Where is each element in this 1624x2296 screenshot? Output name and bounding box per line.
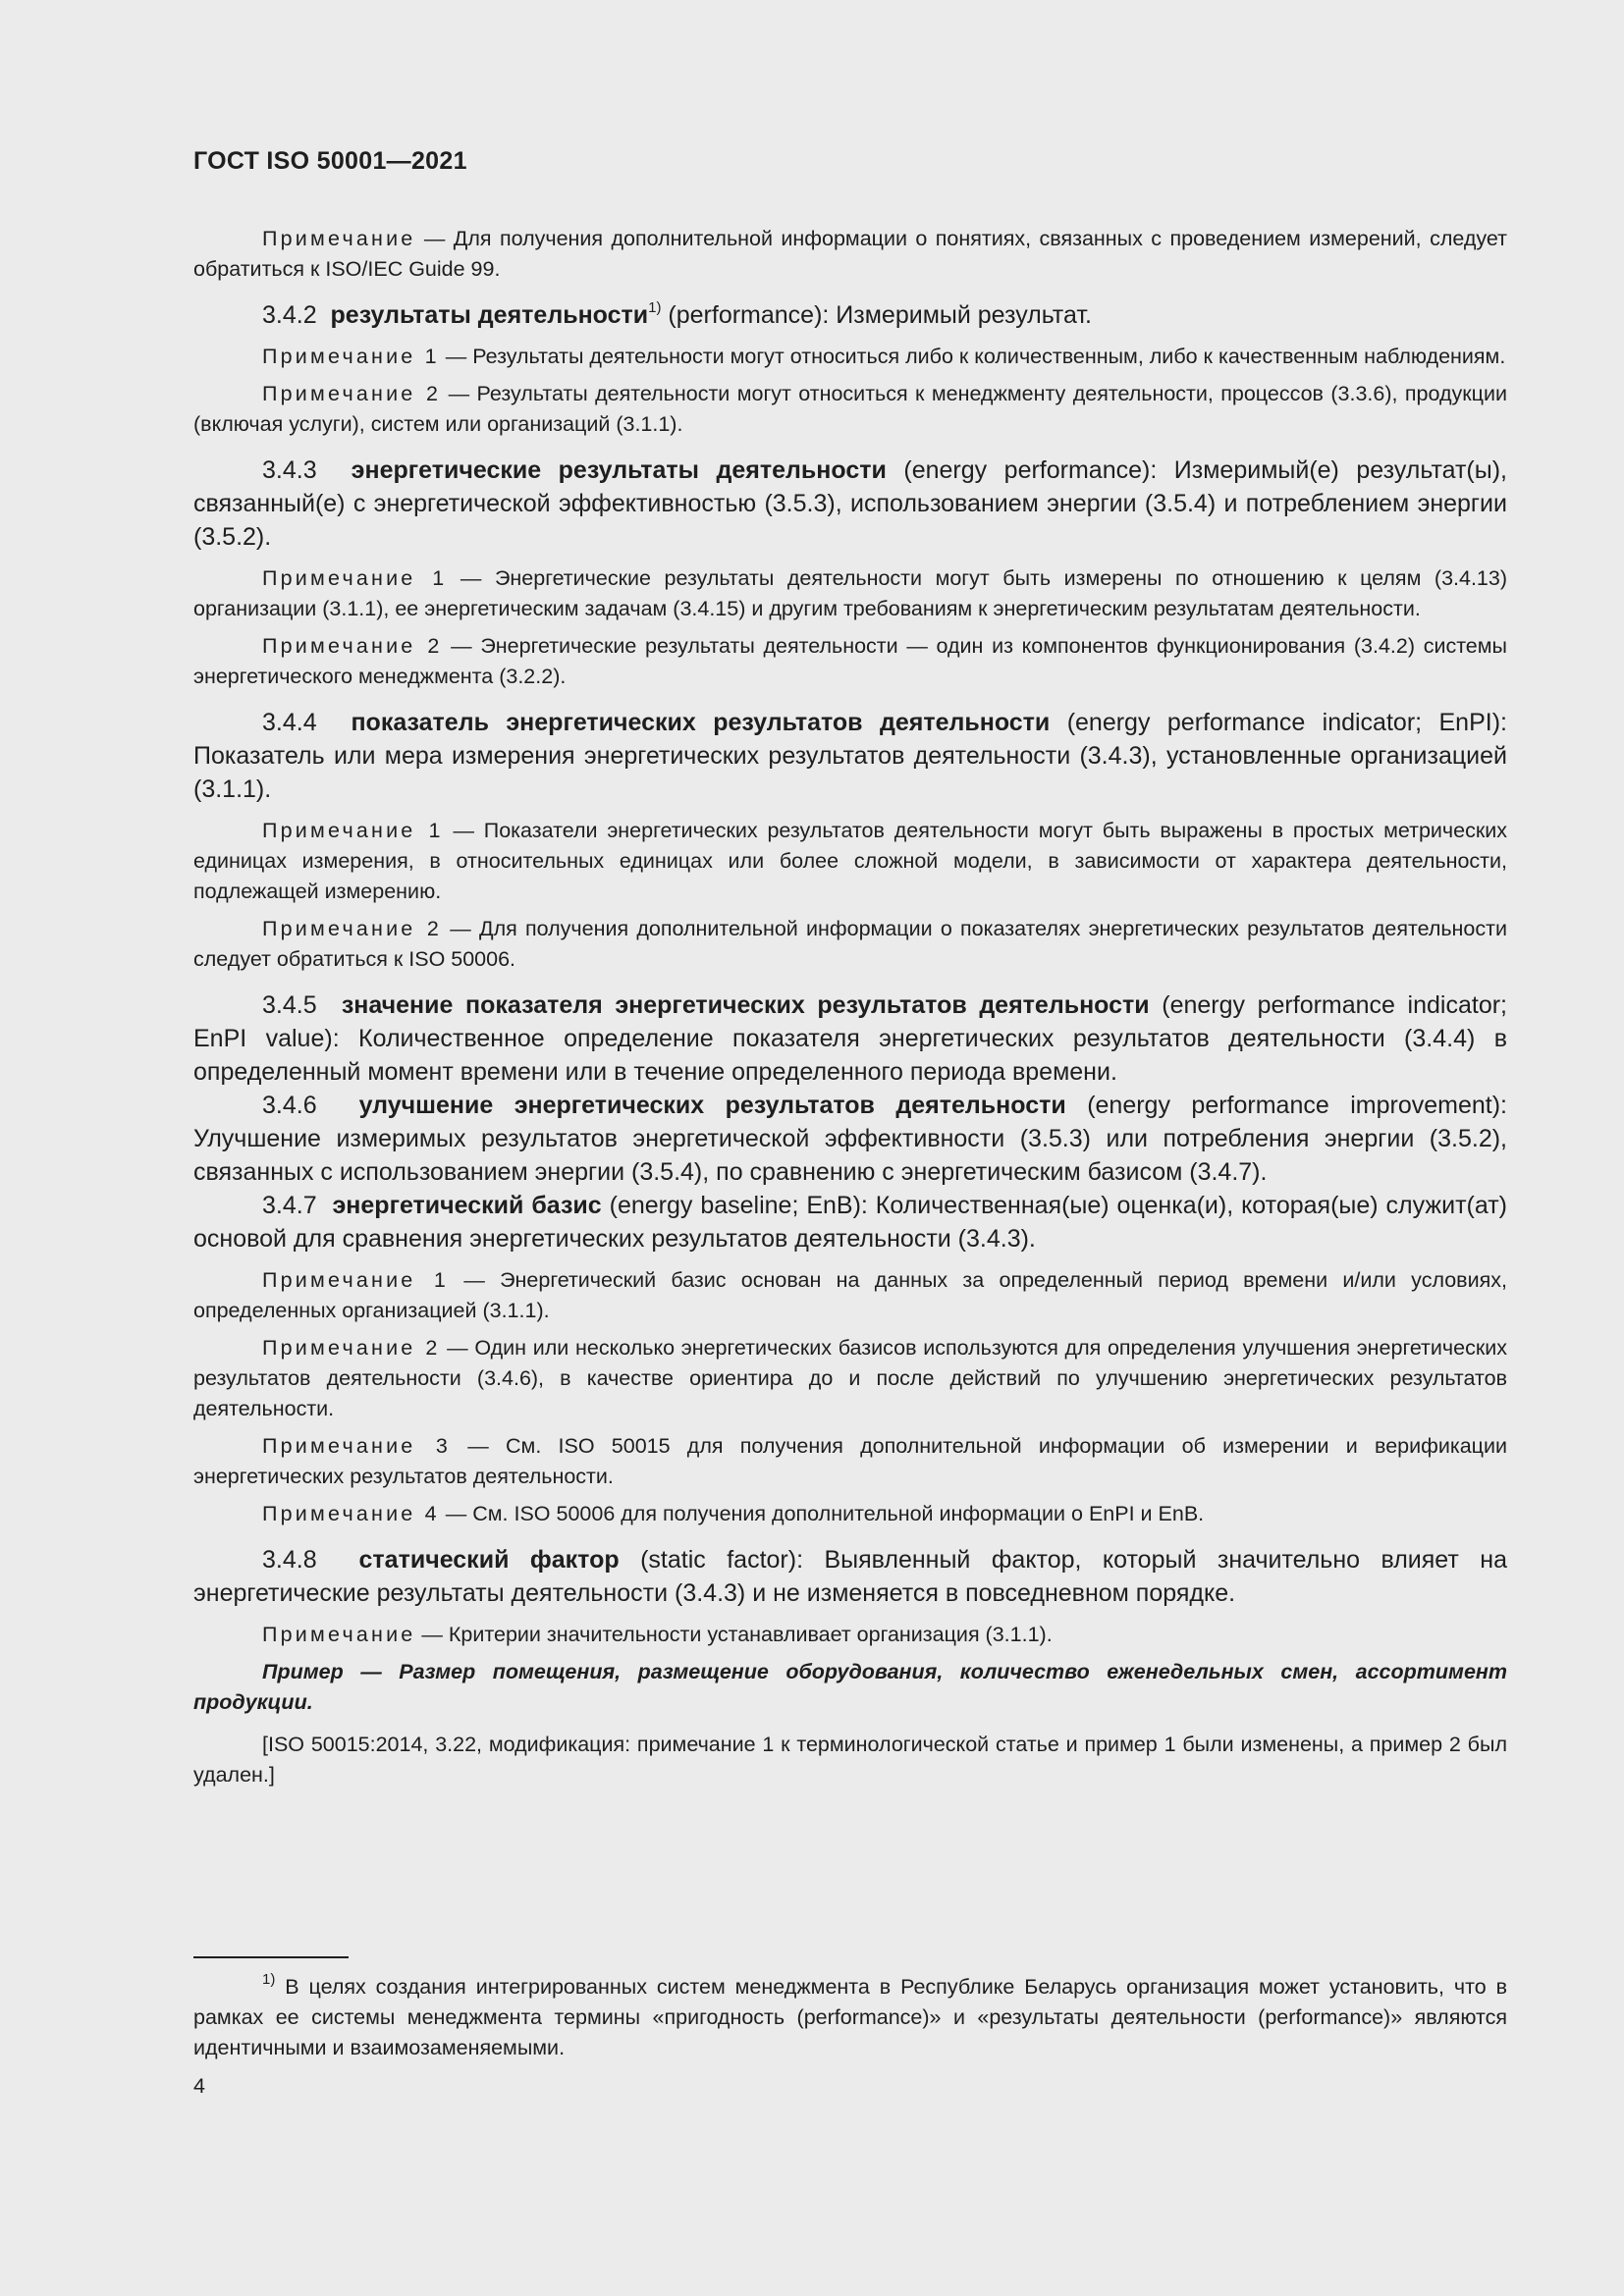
footnote-separator [193,1956,349,1958]
term-name: энергетический базис [332,1192,602,1219]
note-text: — См. ISO 50015 для получения дополнительной информации об измерении и верификации энергетических результатов деятельности. [193,1434,1507,1488]
term-name: показатель энергетических результатов деятельности [351,709,1051,736]
note-text: — Один или несколько энергетических базисов используются для определения улучшения энергетических результатов деятельности (3.4.6), в качестве ориентира до и после действий по улучшению энергетических результатов деятельности. [193,1336,1507,1420]
term-name: значение показателя энергетических результатов деятельности [341,991,1150,1019]
term-entry-3-4-6 [193,1089,1507,1189]
term-number: 3.4.3 [262,456,317,484]
term-entry-3-4-7 [193,1189,1507,1255]
term-definition: (static factor): Выявленный фактор, который значительно влияет на энергетические результаты деятельности (3.4.3) и не изменяется в повседневном порядке. [193,1546,1507,1607]
note-label: Примечание 1 [262,566,448,590]
note-label: Примечание [262,1623,416,1646]
note-label: Примечание 2 [262,634,443,658]
term-entry-3-4-3 [193,454,1507,554]
note [193,224,1507,285]
note-label: Примечание 4 [262,1502,440,1525]
footnote-text: В целях создания интегрированных систем менеджмента в Республике Беларусь организация может установить, что в рамках ее системы менеджмента термины «пригодность (performance)» и «результаты деятельности (performance)» являются идентичными и взаимозаменяемыми. [193,1975,1507,2059]
term-name: энергетические результаты деятельности [351,456,887,484]
note-label: Примечание 2 [262,1336,441,1360]
term-definition: (energy performance improvement): Улучшение измеримых результатов энергетической эффективности (3.5.3) или потребления энергии (3.5.2), связанных с использованием энергии (3.5.4), по сравнению с энергетическим базисом (3.4.7). [193,1092,1508,1186]
term-number: 3.4.7 [262,1192,317,1219]
term-name: улучшение энергетических результатов деятельности [358,1092,1066,1119]
note-text: — См. ISO 50006 для получения дополнительной информации о EnPI и EnB. [439,1502,1205,1525]
term-entry-3-4-4 [193,706,1507,806]
note-text: — Для получения дополнительной информации о понятиях, связанных с проведением измерений, следует обратиться к ISO/IEC Guide 99. [193,227,1507,281]
note [193,631,1507,692]
note [193,563,1507,624]
note [193,1620,1507,1650]
term-number: 3.4.4 [262,709,317,736]
term-definition: (energy performance indicator; EnPI value): Количественное определение показателя энергетических результатов деятельности (3.4.4) в определенный момент времени или в течение определенного периода времени. [193,991,1508,1086]
note [193,816,1507,907]
note-label: Примечание 1 [262,819,444,842]
footnote [193,1972,1507,2063]
note-text: — Энергетические результаты деятельности — один из компонентов функционирования (3.4.2) системы энергетического менеджмента (3.2.2). [193,634,1507,688]
term-definition: (performance): Измеримый результат. [661,301,1092,329]
footnote-ref: 1) [648,298,662,316]
term-number: 3.4.5 [262,991,317,1019]
note-label: Примечание 2 [262,917,443,940]
page-number: 4 [193,2074,205,2098]
note-text: — Для получения дополнительной информации о показателях энергетических результатов деятельности следует обратиться к ISO 50006. [193,917,1507,971]
example: Пример — Размер помещения, размещение оборудования, количество еженедельных смен, ассортимент продукции. [193,1660,1507,1714]
note-label: Примечание 1 [262,345,440,368]
source-reference: [ISO 50015:2014, 3.22, модификация: примечание 1 к терминологической статье и пример 1 были изменены, а пример 2 был удален.] [193,1733,1507,1787]
note [193,1333,1507,1424]
note [193,1499,1507,1529]
term-name: статический фактор [358,1546,620,1574]
note-label: Примечание 1 [262,1268,450,1292]
note-text: — Показатели энергетических результатов деятельности могут быть выражены в простых метрических единицах измерения, в относительных единицах или более сложной модели, в зависимости от характера деятельности, подлежащей измерению. [193,819,1507,903]
term-definition: (energy baseline; EnB): Количественная(ые) оценка(и), которая(ые) служит(ат) основой для сравнения энергетических результатов деятельности (3.4.3). [193,1192,1507,1253]
note [193,342,1507,372]
term-definition: (energy performance indicator; EnPI): Показатель или мера измерения энергетических результатов деятельности (3.4.3), установленные организацией (3.1.1). [193,709,1507,803]
note [193,379,1507,440]
note-text: — Результаты деятельности могут относиться к менеджменту деятельности, процессов (3.3.6), продукции (включая услуги), систем или организаций (3.1.1). [193,382,1507,436]
term-entry-3-4-5 [193,988,1507,1089]
footnote-marker: 1) [262,1970,276,1988]
term-number: 3.4.2 [262,301,317,329]
term-entry-3-4-8 [193,1543,1507,1610]
note-label: Примечание [262,227,416,250]
note-label: Примечание 3 [262,1434,452,1458]
note [193,1265,1507,1326]
term-name: результаты деятельности [330,301,649,329]
note-text: — Энергетические результаты деятельности могут быть измерены по отношению к целям (3.4.13) организации (3.1.1), ее энергетическим задачам (3.4.15) и другим требованиям к энергетическим результатам деятельности. [193,566,1508,620]
note-text: — Критерии значительности устанавливает организация (3.1.1). [415,1623,1053,1646]
term-entry-3-4-2 [193,298,1507,332]
term-number: 3.4.6 [262,1092,317,1119]
note [193,1431,1507,1492]
term-number: 3.4.8 [262,1546,317,1574]
note [193,914,1507,975]
note-text: — Энергетический базис основан на данных за определенный период времени и/или условиях, определенных организацией (3.1.1). [193,1268,1507,1322]
note-label: Примечание 2 [262,382,442,405]
term-definition: (energy performance): Измеримый(е) результат(ы), связанный(е) с энергетической эффективностью (3.5.3), использованием энергии (3.5.4) и потреблением энергии (3.5.2). [193,456,1507,551]
document-body [193,224,1507,1790]
note-text: — Результаты деятельности могут относиться либо к количественным, либо к качественным наблюдениям. [439,345,1506,368]
page-header: ГОСТ ISO 50001—2021 [193,147,467,175]
